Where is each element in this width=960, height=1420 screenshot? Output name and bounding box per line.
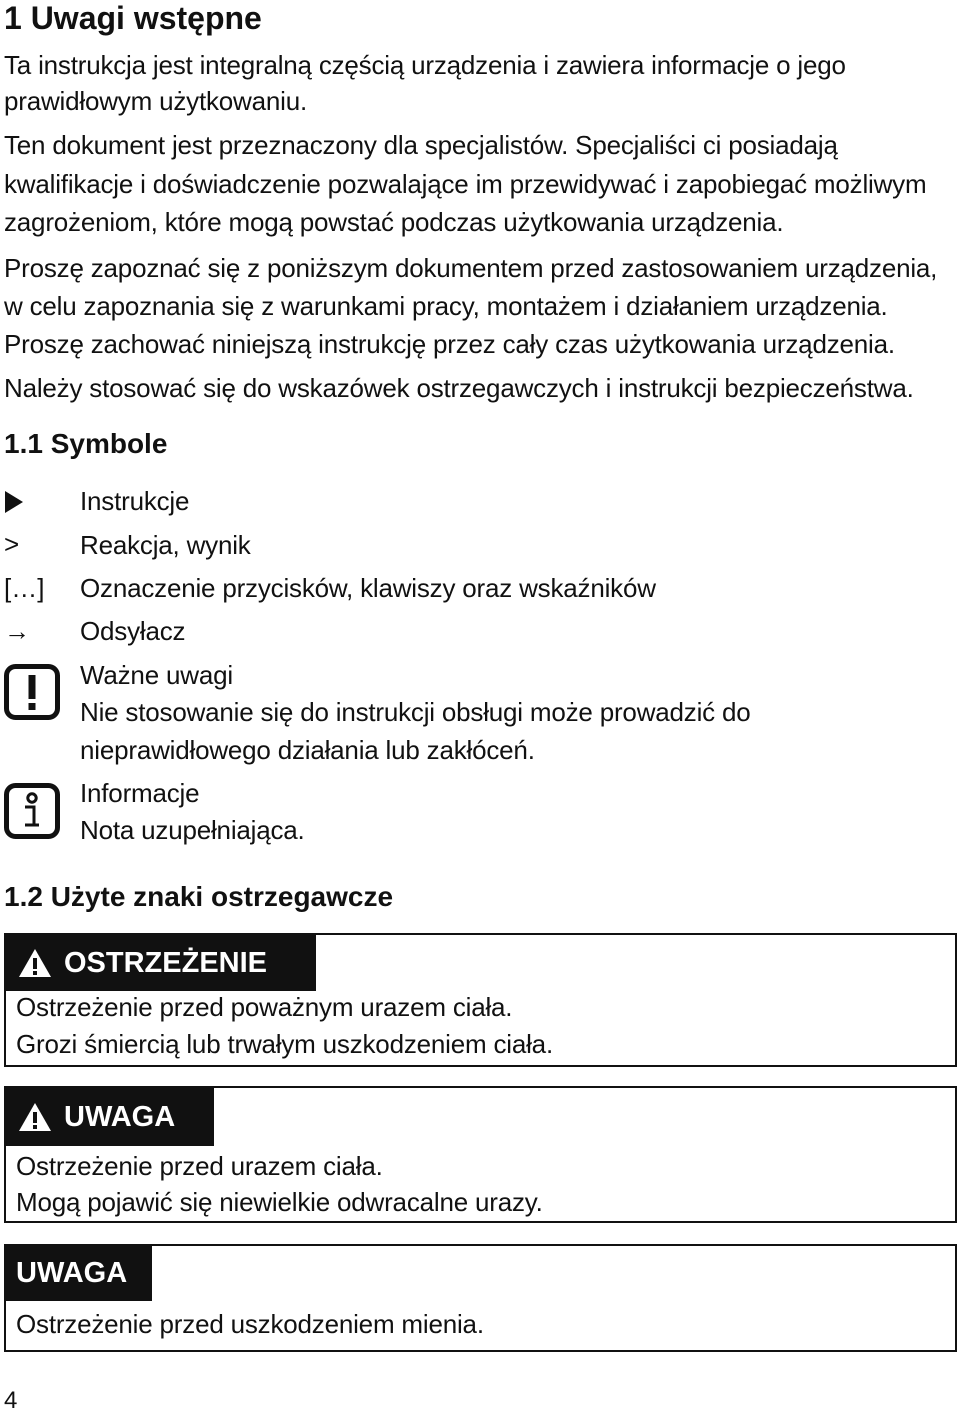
warning-line: Grozi śmiercią lub trwałym uszkodzeniem ciała. [16,1029,553,1059]
paragraph-line: Należy stosować się do wskazówek ostrzegawczych i instrukcji bezpieczeństwa. [4,373,914,403]
warning-line: Ostrzeżenie przed poważnym urazem ciała. [16,992,513,1022]
paragraph-line: Ten dokument jest przeznaczony dla specjalistów. Specjaliści ci posiadają [4,130,838,160]
triangle-right-icon [4,484,74,523]
symbol-description: Reakcja, wynik [80,530,251,560]
property-caution-label-text: UWAGA [16,1257,128,1289]
warning-triangle-icon [18,1102,52,1132]
page-number: 4 [4,1387,18,1414]
symbol-description: Instrukcje [80,486,190,516]
caution-label-text: UWAGA [64,1101,176,1133]
subsection-title-symbols: 1.1 Symbole [4,428,168,459]
arrow-right-icon: → [4,616,30,646]
warning-triangle-icon [18,948,52,978]
subsection-title-warnings: 1.2 Użyte znaki ostrzegawcze [4,881,394,912]
paragraph-line: kwalifikacje i doświadczenie pozwalające im przewidywać i zapobiegać możliwym [4,169,927,199]
warning-box [4,933,957,1067]
section-title: 1 Uwagi wstępne [4,0,262,36]
warning-label-text: OSTRZEŻENIE [64,947,268,979]
greater-than-icon: > [4,529,20,559]
paragraph-line: prawidłowym użytkowaniu. [4,86,307,116]
caution-box [4,1086,957,1223]
caution-line: Ostrzeżenie przed urazem ciała. [16,1151,383,1181]
paragraph-line: zagrożeniom, które mogą powstać podczas użytkowania urządzenia. [4,207,784,237]
symbol-description: Oznaczenie przycisków, klawiszy oraz wskaźników [80,573,656,603]
info-icon [4,783,60,839]
info-line: Nota uzupełniająca. [80,815,305,845]
info-title: Informacje [80,778,200,808]
paragraph-line: Proszę zachować niniejszą instrukcję przez cały czas użytkowania urządzenia. [4,329,895,359]
exclamation-icon [4,664,60,720]
caution-label [6,1088,214,1146]
paragraph-line: Ta instrukcja jest integralną częścią urządzenia i zawiera informacje o jego [4,50,846,80]
property-caution-label [6,1246,152,1301]
warning-label [6,935,316,991]
property-caution-line: Ostrzeżenie przed uszkodzeniem mienia. [16,1309,484,1339]
brackets-icon: […] [4,573,45,603]
important-line: Nie stosowanie się do instrukcji obsługi może prowadzić do [80,697,751,727]
paragraph-line: w celu zapoznania się z warunkami pracy, montażem i działaniem urządzenia. [4,291,888,321]
paragraph-line: Proszę zapoznać się z poniższym dokumentem przed zastosowaniem urządzenia, [4,253,938,283]
symbol-description: Odsyłacz [80,616,186,646]
property-caution-box [4,1244,957,1352]
important-title: Ważne uwagi [80,660,233,690]
important-line: nieprawidłowego działania lub zakłóceń. [80,735,535,765]
caution-line: Mogą pojawić się niewielkie odwracalne urazy. [16,1187,543,1217]
